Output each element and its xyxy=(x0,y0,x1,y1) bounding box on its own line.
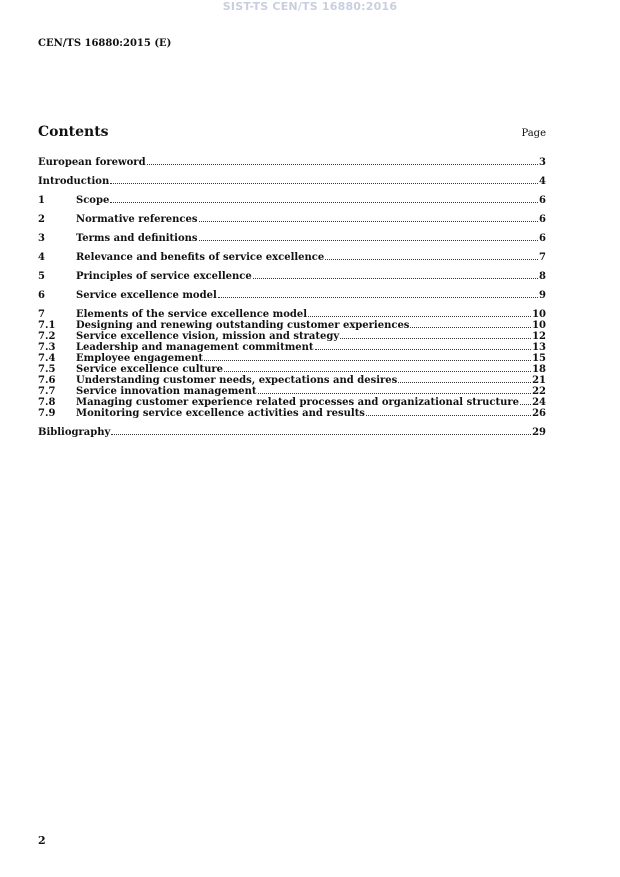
toc-entry-page: 7 xyxy=(539,252,546,263)
toc-entry[interactable] xyxy=(38,157,546,168)
toc-entry-page: 13 xyxy=(532,342,546,353)
toc-entry-title: Scope xyxy=(76,195,110,206)
toc-entry-page: 8 xyxy=(539,271,546,282)
toc-entry[interactable] xyxy=(38,176,546,187)
toc-entry[interactable] xyxy=(38,233,546,244)
toc-entry-title: Employee engagement xyxy=(76,353,203,364)
toc-entry-number: 7.4 xyxy=(38,353,56,364)
toc-entry-page: 3 xyxy=(539,157,546,168)
toc-entry-number: 7.9 xyxy=(38,408,56,419)
dot-leader xyxy=(308,315,531,317)
toc-entry-title: Managing customer experience related processes and organizational structure xyxy=(76,397,519,408)
toc-entry[interactable] xyxy=(38,252,546,263)
dot-leader xyxy=(366,414,531,416)
dot-leader xyxy=(111,433,531,435)
toc-entry[interactable] xyxy=(38,320,546,331)
toc-entry-title: Principles of service excellence xyxy=(76,271,252,282)
toc-entry-page: 10 xyxy=(532,320,546,331)
toc-entry-number: 7.2 xyxy=(38,331,56,342)
toc-entry-page: 9 xyxy=(539,290,546,301)
dot-leader xyxy=(218,296,538,298)
document-id: CEN/TS 16880:2015 (E) xyxy=(38,38,172,49)
dot-leader xyxy=(325,258,538,260)
page-number: 2 xyxy=(38,834,46,847)
toc-entry-page: 22 xyxy=(532,386,546,397)
page-column-label: Page xyxy=(521,128,546,139)
toc-entry-page: 18 xyxy=(532,364,546,375)
dot-leader xyxy=(224,370,531,372)
toc-entry-title: Monitoring service excellence activities and results xyxy=(76,408,365,419)
dot-leader xyxy=(110,201,538,203)
toc-entry-page: 15 xyxy=(532,353,546,364)
toc-entry-title: European foreword xyxy=(38,157,146,168)
toc-entry-title: Normative references xyxy=(76,214,198,225)
toc-entry[interactable] xyxy=(38,342,546,353)
table-of-contents xyxy=(38,157,546,438)
dot-leader xyxy=(199,239,539,241)
toc-entry-title: Introduction xyxy=(38,176,110,187)
toc-entry[interactable] xyxy=(38,353,546,364)
toc-entry-number: 5 xyxy=(38,271,45,282)
toc-entry[interactable] xyxy=(38,290,546,301)
toc-entry-title: Designing and renewing outstanding customer experiences xyxy=(76,320,410,331)
dot-leader xyxy=(253,277,538,279)
toc-entry-number: 7 xyxy=(38,309,45,320)
toc-entry[interactable] xyxy=(38,331,546,342)
toc-entry[interactable] xyxy=(38,271,546,282)
dot-leader xyxy=(204,359,531,361)
toc-entry-title: Relevance and benefits of service excellence xyxy=(76,252,325,263)
dot-leader xyxy=(315,348,532,350)
toc-entry[interactable] xyxy=(38,408,546,419)
toc-entry-page: 6 xyxy=(539,214,546,225)
toc-entry[interactable] xyxy=(38,309,546,320)
toc-entry-number: 7.7 xyxy=(38,386,56,397)
toc-entry-title: Service excellence vision, mission and strategy xyxy=(76,331,340,342)
watermark: SIST-TS CEN/TS 16880:2016 xyxy=(222,0,398,13)
toc-entry-title: Service innovation management xyxy=(76,386,257,397)
toc-entry-number: 7.8 xyxy=(38,397,56,408)
toc-entry-number: 2 xyxy=(38,214,45,225)
toc-entry-number: 7.6 xyxy=(38,375,56,386)
toc-entry[interactable] xyxy=(38,364,546,375)
toc-entry-page: 29 xyxy=(532,427,546,438)
dot-leader xyxy=(199,220,539,222)
toc-entry-number: 7.3 xyxy=(38,342,56,353)
toc-entry-number: 6 xyxy=(38,290,45,301)
toc-entry-title: Service excellence model xyxy=(76,290,217,301)
toc-entry-page: 26 xyxy=(532,408,546,419)
toc-entry-title: Bibliography xyxy=(38,427,111,438)
toc-entry-title: Leadership and management commitment xyxy=(76,342,314,353)
toc-entry[interactable] xyxy=(38,386,546,397)
toc-entry-page: 21 xyxy=(532,375,546,386)
toc-entry-page: 10 xyxy=(532,309,546,320)
dot-leader xyxy=(110,182,538,184)
toc-entry-number: 4 xyxy=(38,252,45,263)
toc-entry-page: 6 xyxy=(539,233,546,244)
toc-entry-number: 7.1 xyxy=(38,320,56,331)
contents-heading: Contents xyxy=(38,124,109,140)
toc-entry-title: Terms and definitions xyxy=(76,233,198,244)
toc-entry[interactable] xyxy=(38,397,546,408)
toc-entry[interactable] xyxy=(38,427,546,438)
toc-entry-page: 4 xyxy=(539,176,546,187)
toc-entry[interactable] xyxy=(38,214,546,225)
toc-entry-number: 7.5 xyxy=(38,364,56,375)
dot-leader xyxy=(340,337,531,339)
dot-leader xyxy=(147,163,538,165)
dot-leader xyxy=(520,403,531,405)
toc-entry[interactable] xyxy=(38,375,546,386)
toc-entry[interactable] xyxy=(38,195,546,206)
toc-entry-page: 24 xyxy=(532,397,546,408)
toc-entry-title: Elements of the service excellence model xyxy=(76,309,308,320)
dot-leader xyxy=(398,381,531,383)
toc-entry-page: 6 xyxy=(539,195,546,206)
toc-entry-title: Understanding customer needs, expectations and desires xyxy=(76,375,398,386)
toc-entry-title: Service excellence culture xyxy=(76,364,224,375)
dot-leader xyxy=(258,392,532,394)
toc-entry-number: 1 xyxy=(38,195,45,206)
toc-entry-page: 12 xyxy=(532,331,546,342)
dot-leader xyxy=(410,326,531,328)
toc-entry-number: 3 xyxy=(38,233,45,244)
